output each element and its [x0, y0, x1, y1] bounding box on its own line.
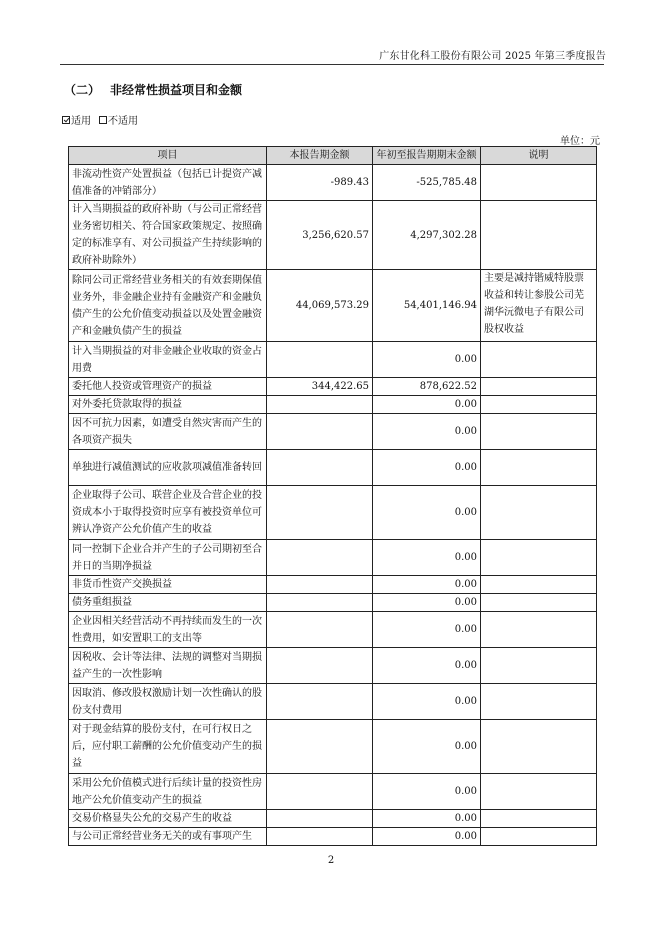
item-cell: 采用公允价值模式进行后续计量的投资性房地产公允价值变动产生的损益 — [69, 774, 267, 810]
note-cell — [481, 486, 597, 540]
year-to-date-amount-cell: 0.00 — [373, 828, 481, 846]
note-cell — [481, 612, 597, 648]
not-applicable-label: 不适用 — [108, 116, 138, 127]
item-cell: 因取消、修改股权激励计划一次性确认的股份支付费用 — [69, 684, 267, 720]
current-period-amount-cell: 44,069,573.29 — [267, 270, 373, 342]
note-cell — [481, 378, 597, 396]
current-period-amount-cell — [267, 810, 373, 828]
note-cell — [481, 684, 597, 720]
year-to-date-amount-cell: 0.00 — [373, 396, 481, 414]
note-cell — [481, 414, 597, 450]
item-cell: 因不可抗力因素，如遭受自然灾害而产生的各项资产损失 — [69, 414, 267, 450]
table-header-row — [69, 147, 597, 165]
note-cell — [481, 540, 597, 576]
item-cell: 与公司正常经营业务无关的或有事项产生 — [69, 828, 267, 846]
note-cell: 主要是减持锴威特股票收益和转让参股公司芜湖华沅微电子有限公司股权收益 — [481, 270, 597, 342]
column-header-note: 说明 — [481, 147, 597, 165]
year-to-date-amount-cell: 0.00 — [373, 810, 481, 828]
year-to-date-amount-cell: 0.00 — [373, 648, 481, 684]
applicable-label: 适用 — [71, 116, 91, 127]
item-cell: 委托他人投资或管理资产的损益 — [69, 378, 267, 396]
column-header-current-period: 本报告期金额 — [267, 147, 373, 165]
year-to-date-amount-cell: 878,622.52 — [373, 378, 481, 396]
note-cell — [481, 201, 597, 270]
current-period-amount-cell — [267, 576, 373, 594]
table-row — [69, 342, 597, 378]
current-period-amount-cell — [267, 414, 373, 450]
table-row — [69, 612, 597, 648]
item-cell: 计入当期损益的对非金融企业收取的资金占用费 — [69, 342, 267, 378]
year-to-date-amount-cell: 0.00 — [373, 486, 481, 540]
note-cell — [481, 594, 597, 612]
column-header-year-to-date: 年初至报告期期末金额 — [373, 147, 481, 165]
year-to-date-amount-cell: 0.00 — [373, 414, 481, 450]
note-cell — [481, 576, 597, 594]
year-to-date-amount-cell: 0.00 — [373, 450, 481, 486]
current-period-amount-cell — [267, 342, 373, 378]
report-header: 广东甘化科工股份有限公司 2025 年第三季度报告 — [379, 51, 606, 62]
table-row — [69, 414, 597, 450]
item-cell: 同一控制下企业合并产生的子公司期初至合并日的当期净损益 — [69, 540, 267, 576]
table-row — [69, 396, 597, 414]
note-cell — [481, 165, 597, 201]
current-period-amount-cell — [267, 684, 373, 720]
item-cell: 单独进行减值测试的应收款项减值准备转回 — [69, 450, 267, 486]
column-header-item: 项目 — [69, 147, 267, 165]
year-to-date-amount-cell: 0.00 — [373, 576, 481, 594]
table-row — [69, 486, 597, 540]
table-row — [69, 774, 597, 810]
non-recurring-gains-table — [68, 146, 597, 846]
note-cell — [481, 396, 597, 414]
table-row — [69, 684, 597, 720]
current-period-amount-cell — [267, 594, 373, 612]
item-cell: 除同公司正常经营业务相关的有效套期保值业务外，非金融企业持有金融资产和金融负债产生的公允价值变动损益以及处置金融资产和金融负债产生的损益 — [69, 270, 267, 342]
item-cell: 企业因相关经营活动不再持续而发生的一次性费用，如安置职工的支出等 — [69, 612, 267, 648]
table-row — [69, 540, 597, 576]
table-row — [69, 576, 597, 594]
note-cell — [481, 648, 597, 684]
current-period-amount-cell — [267, 540, 373, 576]
header-divider — [60, 64, 604, 65]
table-row — [69, 378, 597, 396]
table-row — [69, 270, 597, 342]
year-to-date-amount-cell: 0.00 — [373, 612, 481, 648]
current-period-amount-cell — [267, 828, 373, 846]
item-cell: 企业取得子公司、联营企业及合营企业的投资成本小于取得投资时应享有被投资单位可辨认净资产公允价值产生的收益 — [69, 486, 267, 540]
year-to-date-amount-cell: 0.00 — [373, 594, 481, 612]
note-cell — [481, 828, 597, 846]
section-heading — [64, 81, 242, 98]
page-number: 2 — [327, 855, 335, 866]
table-row — [69, 594, 597, 612]
section-title: 非经常性损益项目和金额 — [110, 83, 243, 97]
year-to-date-amount-cell: 0.00 — [373, 720, 481, 774]
current-period-amount-cell — [267, 774, 373, 810]
section-number: （二） — [64, 83, 101, 97]
year-to-date-amount-cell: 4,297,302.28 — [373, 201, 481, 270]
item-cell: 对于现金结算的股份支付，在可行权日之后，应付职工薪酬的公允价值变动产生的损益 — [69, 720, 267, 774]
current-period-amount-cell — [267, 396, 373, 414]
table-row — [69, 648, 597, 684]
year-to-date-amount-cell: 0.00 — [373, 342, 481, 378]
note-cell — [481, 810, 597, 828]
current-period-amount-cell — [267, 720, 373, 774]
year-to-date-amount-cell: 0.00 — [373, 774, 481, 810]
item-cell: 非流动性资产处置损益（包括已计提资产减值准备的冲销部分） — [69, 165, 267, 201]
table-row — [69, 720, 597, 774]
table-row — [69, 810, 597, 828]
note-cell — [481, 774, 597, 810]
current-period-amount-cell: 344,422.65 — [267, 378, 373, 396]
not-applicable-checkbox-icon — [99, 116, 107, 124]
note-cell — [481, 342, 597, 378]
item-cell: 债务重组损益 — [69, 594, 267, 612]
year-to-date-amount-cell: 54,401,146.94 — [373, 270, 481, 342]
table-row — [69, 450, 597, 486]
note-cell — [481, 720, 597, 774]
year-to-date-amount-cell: 0.00 — [373, 684, 481, 720]
current-period-amount-cell: 3,256,620.57 — [267, 201, 373, 270]
item-cell: 计入当期损益的政府补助（与公司正常经营业务密切相关、符合国家政策规定、按照确定的标准享有、对公司损益产生持续影响的政府补助除外） — [69, 201, 267, 270]
item-cell: 因税收、会计等法律、法规的调整对当期损益产生的一次性影响 — [69, 648, 267, 684]
unit-label: 单位：元 — [560, 136, 600, 147]
item-cell: 对外委托贷款取得的损益 — [69, 396, 267, 414]
table-row — [69, 201, 597, 270]
item-cell: 交易价格显失公允的交易产生的收益 — [69, 810, 267, 828]
current-period-amount-cell: -989.43 — [267, 165, 373, 201]
applicable-checkbox-icon — [62, 116, 70, 124]
current-period-amount-cell — [267, 648, 373, 684]
current-period-amount-cell — [267, 450, 373, 486]
year-to-date-amount-cell: 0.00 — [373, 540, 481, 576]
item-cell: 非货币性资产交换损益 — [69, 576, 267, 594]
year-to-date-amount-cell: -525,785.48 — [373, 165, 481, 201]
current-period-amount-cell — [267, 612, 373, 648]
applicability-options — [62, 112, 138, 127]
table-row — [69, 828, 597, 846]
table-row — [69, 165, 597, 201]
current-period-amount-cell — [267, 486, 373, 540]
note-cell — [481, 450, 597, 486]
